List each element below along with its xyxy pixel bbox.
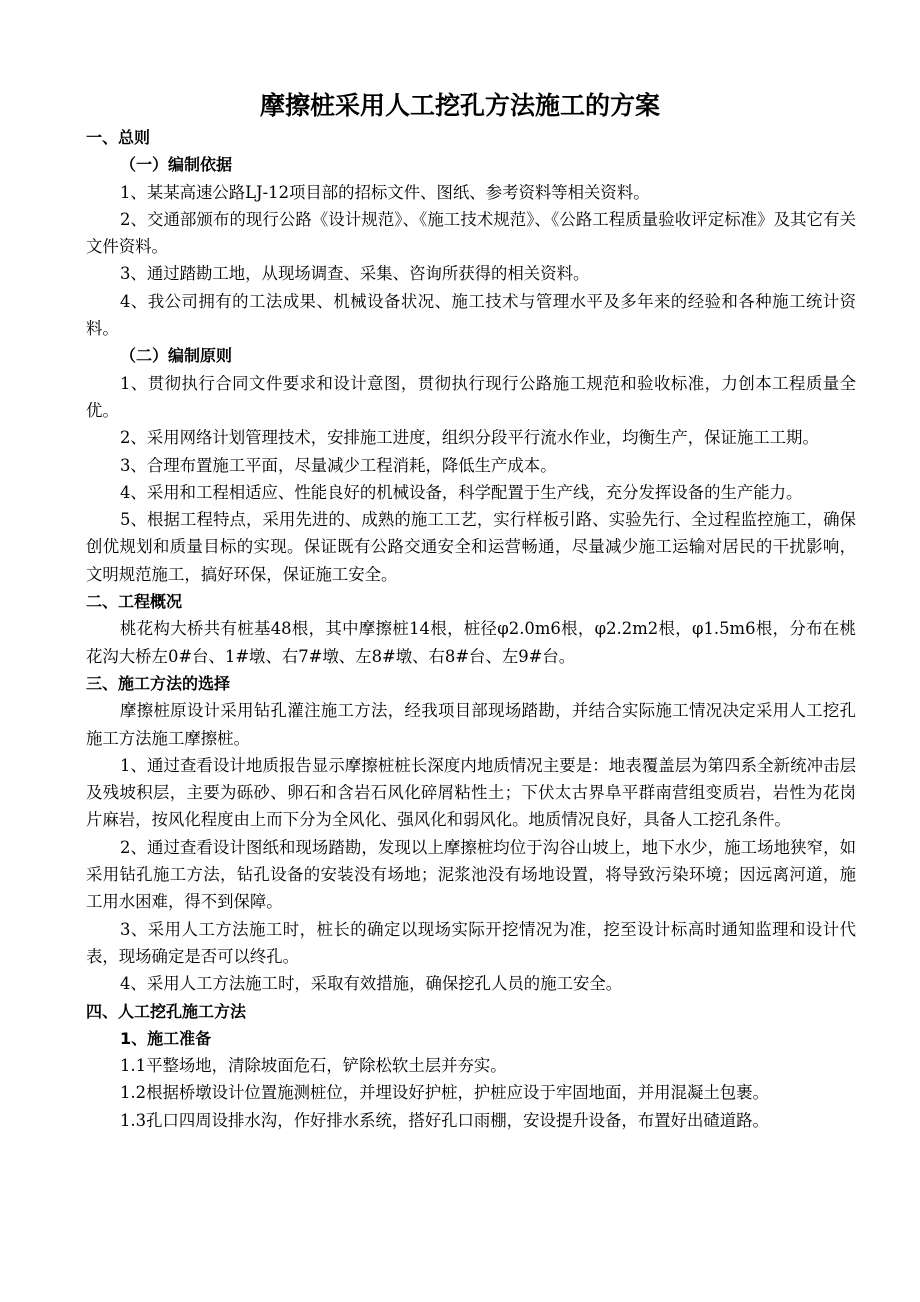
paragraph: 摩擦桩原设计采用钻孔灌注施工方法，经我项目部现场踏勘，并结合实际施工情况决定采用人工挖孔施工方法施工摩擦桩。 (86, 701, 856, 748)
paragraph: 4、我公司拥有的工法成果、机械设备状况、施工技术与管理水平及多年来的经验和各种施工统计资料。 (86, 291, 856, 339)
paragraph: 1、通过查看设计地质报告显示摩擦桩桩长深度内地质情况主要是：地表覆盖层为第四系全新统冲击层及残坡积层，主要为砾砂、卵石和含岩石风化碎屑粘性土；下伏太古界阜平群南营组变质岩，岩性为花岗片麻岩，按风化程度由上而下分为全风化、强风化和弱风化。地质情况良好，具备人工挖孔条件。 (86, 755, 856, 830)
document-title: 摩擦桩采用人工挖孔方法施工的方案 (259, 91, 660, 120)
paragraph: 1.2根据桥墩设计位置施测桩位，并埋设好护桩，护桩应设于牢固地面，并用混凝土包裹。 (120, 1083, 769, 1103)
paragraph: 1.3孔口四周设排水沟，作好排水系统，搭好孔口雨棚，安设提升设备，布置好出碴道路。 (120, 1110, 769, 1130)
paragraph: 3、合理布置施工平面，尽量减少工程消耗，降低生产成本。 (120, 455, 557, 475)
paragraph: 3、采用人工方法施工时，桩长的确定以现场实际开挖情况为准，挖至设计标高时通知监理和设计代表，现场确定是否可以终孔。 (86, 919, 856, 966)
paragraph: 桃花构大桥共有桩基48根，其中摩擦桩14根，桩径φ2.0m6根，φ2.2m2根，φ1.5m6根，分布在桃花沟大桥左0#台、1#墩、右7#墩、左8#墩、右8#台、左9#台。 (86, 619, 856, 666)
paragraph: 4、采用和工程相适应、性能良好的机械设备，科学配置于生产线，充分发挥设备的生产能力。 (120, 482, 803, 502)
paragraph: 2、通过查看设计图纸和现场踏勘，发现以上摩擦桩均位于沟谷山坡上，地下水少，施工场地狭窄，如采用钻孔施工方法，钻孔设备的安装没有场地；泥浆池没有场地设置，将导致污染环境；因远离河道，施工用水困难，得不到保障。 (86, 837, 856, 912)
document-body (86, 124, 856, 1134)
section-heading: 二、工程概况 (86, 592, 183, 612)
section-heading: 四、人工挖孔施工方法 (86, 1001, 247, 1021)
paragraph: 2、交通部颁布的现行公路《设计规范》、《施工技术规范》、《公路工程质量验收评定标准》及其它有关文件资料。 (86, 209, 856, 257)
paragraph: 1.1平整场地，清除坡面危石，铲除松软土层并夯实。 (120, 1056, 507, 1076)
subsection-heading: （二）编制原则 (120, 346, 233, 366)
paragraph: 5、根据工程特点，采用先进的、成熟的施工工艺，实行样板引路、实验先行、全过程监控施工，确保创优规划和质量目标的实现。保证既有公路交通安全和运营畅通，尽量减少施工运输对居民的干扰影响，文明规范施工，搞好环保，保证施工安全。 (86, 510, 856, 584)
paragraph: 3、通过踏勘工地，从现场调查、采集、咨询所获得的相关资料。 (120, 264, 590, 284)
paragraph: 2、采用网络计划管理技术，安排施工进度，组织分段平行流水作业，均衡生产，保证施工工期。 (120, 428, 819, 448)
paragraph: 1、某某高速公路LJ-12项目部的招标文件、图纸、参考资料等相关资料。 (120, 182, 650, 202)
paragraph: 4、采用人工方法施工时，采取有效措施，确保挖孔人员的施工安全。 (120, 974, 623, 994)
subsection-heading: （一）编制依据 (120, 155, 233, 175)
section-heading: 一、总则 (86, 128, 151, 147)
paragraph: 1、贯彻执行合同文件要求和设计意图，贯彻执行现行公路施工规范和验收标准，力创本工程质量全优。 (86, 373, 856, 420)
section-heading: 三、施工方法的选择 (86, 673, 231, 693)
subsection-heading: 1、施工准备 (120, 1028, 212, 1048)
